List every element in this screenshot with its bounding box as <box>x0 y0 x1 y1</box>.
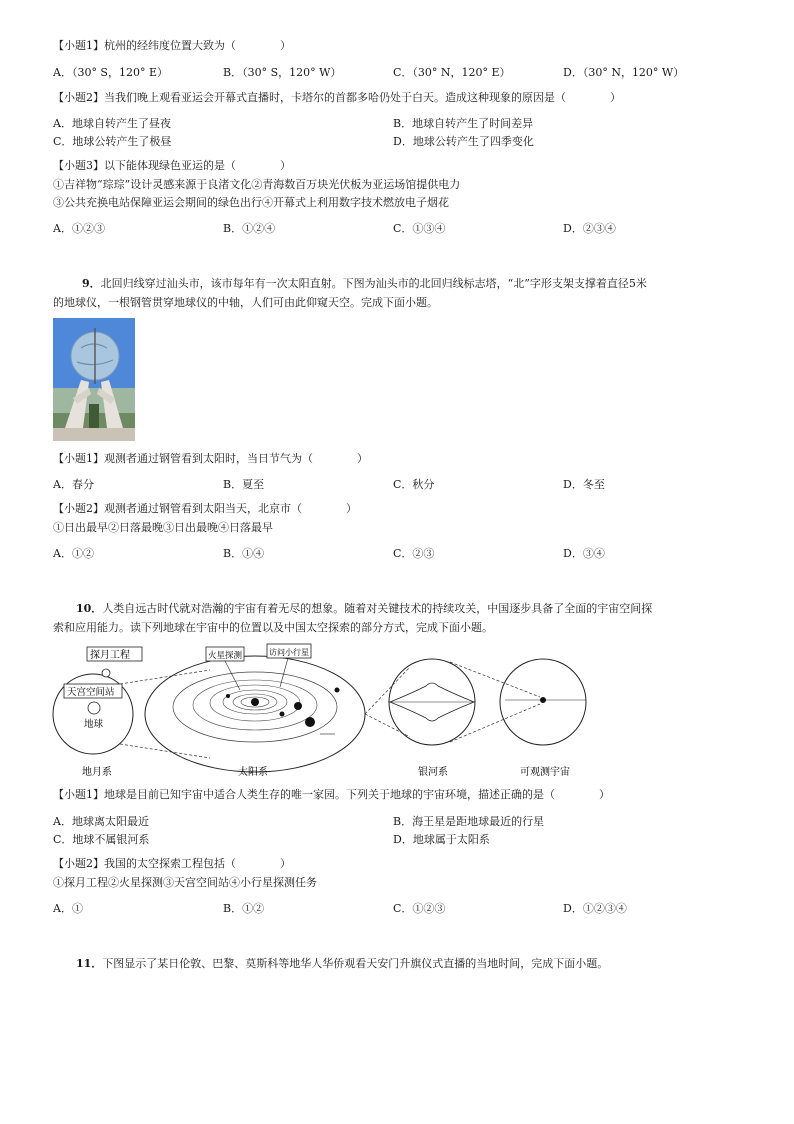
q8-sub2-options-row1 <box>53 116 753 132</box>
q10-sub1-stem: 【小题1】地球是目前已知宇宙中适合人类生存的唯一家园。下列关于地球的宇宙环境，描述正确的是（ ） <box>53 788 610 801</box>
option-a[interactable]: A．地球离太阳最近 <box>53 815 149 828</box>
label-earth: 地球 <box>84 719 104 730</box>
option-d[interactable]: D．（30° N，120° W） <box>563 66 685 79</box>
option-b[interactable]: B．夏至 <box>223 478 265 491</box>
q9-sub2-statements: ①日出最早②日落最晚③日出最晚④日落最早 <box>53 521 273 534</box>
q10-sub1-options-row1 <box>53 814 753 830</box>
option-c[interactable]: C．地球公转产生了极昼 <box>53 135 172 148</box>
option-a[interactable]: A．（30° S，120° E） <box>53 66 168 79</box>
option-b[interactable]: B．（30° S，120° W） <box>223 66 342 79</box>
planet-icon <box>305 717 315 727</box>
label-space-station: 天宫空间站 <box>67 687 115 698</box>
option-d[interactable]: D．③④ <box>563 547 605 560</box>
q9-sub2-options <box>53 546 753 562</box>
planet-icon <box>280 712 285 717</box>
q8-sub2-options-row2 <box>53 134 753 150</box>
option-b[interactable]: B．①② <box>223 902 265 915</box>
option-a[interactable]: A．地球自转产生了昼夜 <box>53 117 171 130</box>
q8-sub3-statement-2: ③公共充换电站保障亚运会期间的绿色出行④开幕式上利用数字技术燃放电子烟花 <box>53 196 449 209</box>
q8-sub2-stem: 【小题2】当我们晚上观看亚运会开幕式直播时，卡塔尔的首都多哈仍处于白天。造成这种现象的原因是（ ） <box>53 91 621 104</box>
moon-icon <box>102 669 110 677</box>
q10-sub2-stem: 【小题2】我国的太空探索工程包括（ ） <box>53 857 291 870</box>
q9-stem-line1: 9．北回归线穿过汕头市，该市每年有一次太阳直射。下图为汕头市的北回归线标志塔，“北”字形支架支撑着直径5米 <box>82 277 647 290</box>
q10-sub2-statements: ①探月工程②火星探测③天宫空间站④小行星探测任务 <box>53 876 317 889</box>
option-c[interactable]: C．①③④ <box>393 222 446 235</box>
galaxy-dot-icon <box>540 697 546 703</box>
question-number: 10． <box>76 602 103 615</box>
label-mars-exploration: 火星探测 <box>208 651 243 661</box>
sun-icon <box>251 698 259 706</box>
option-a[interactable]: A．① <box>53 902 83 915</box>
q11-stem-line1: 11．下图显示了某日伦敦、巴黎、莫斯科等地华人华侨观看天安门升旗仪式直播的当地时间，完成下面小题。 <box>76 957 609 970</box>
caption-solar-system: 太阳系 <box>238 767 268 778</box>
option-b[interactable]: B．①②④ <box>223 222 276 235</box>
caption-galaxy: 银河系 <box>418 767 448 778</box>
option-d[interactable]: D．地球属于太阳系 <box>393 833 490 846</box>
option-d[interactable]: D．冬至 <box>563 478 605 491</box>
planet-icon <box>335 688 340 693</box>
option-b[interactable]: B．地球自转产生了时间差异 <box>393 117 534 130</box>
question-number: 9． <box>82 277 101 290</box>
q8-sub1-options <box>53 65 753 81</box>
option-a[interactable]: A．春分 <box>53 478 94 491</box>
option-d[interactable]: D．②③④ <box>563 222 616 235</box>
cosmic-hierarchy-diagram <box>50 642 590 782</box>
option-a[interactable]: A．①② <box>53 547 94 560</box>
tower-illustration <box>53 318 135 441</box>
question-number: 11． <box>76 957 103 970</box>
option-a[interactable]: A．①②③ <box>53 222 105 235</box>
option-c[interactable]: C．秋分 <box>393 478 435 491</box>
earth-icon <box>88 702 100 714</box>
option-d[interactable]: D．地球公转产生了四季变化 <box>393 135 534 148</box>
q10-sub2-options <box>53 901 753 917</box>
planet-icon <box>226 694 230 698</box>
option-c[interactable]: C．地球不属银河系 <box>53 833 150 846</box>
tropic-marker-tower-photo <box>53 318 135 441</box>
q9-sub2-stem: 【小题2】观测者通过钢管看到太阳当天，北京市（ ） <box>53 502 357 515</box>
q8-sub3-statement-1: ①吉祥物“琮琮”设计灵感来源于良渚文化②青海数百万块光伏板为亚运场馆提供电力 <box>53 178 461 191</box>
caption-earth-moon: 地月系 <box>82 767 112 778</box>
label-lunar-program: 探月工程 <box>90 650 130 661</box>
q10-stem-line2: 索和应用能力。读下列地球在宇宙中的位置以及中国太空探索的部分方式，完成下面小题。 <box>53 621 493 634</box>
option-d[interactable]: D．①②③④ <box>563 902 627 915</box>
option-c[interactable]: C．②③ <box>393 547 435 560</box>
q8-sub3-options <box>53 221 753 237</box>
q10-stem-line1: 10．人类自远古时代就对浩瀚的宇宙有着无尽的想象。随着对关键技术的持续攻关，中国逐步具备了全面的宇宙空间探 <box>76 602 653 615</box>
caption-observable-universe: 可观测宇宙 <box>520 767 570 778</box>
label-asteroid-visit: 访问小行星 <box>269 648 309 657</box>
option-c[interactable]: C．（30° N，120° E） <box>393 66 511 79</box>
q8-sub1-stem: 【小题1】杭州的经纬度位置大致为（ ） <box>53 39 291 52</box>
option-b[interactable]: B．①④ <box>223 547 265 560</box>
q10-sub1-options-row2 <box>53 832 753 848</box>
q8-sub3-stem: 【小题3】以下能体现绿色亚运的是（ ） <box>53 159 291 172</box>
option-c[interactable]: C．①②③ <box>393 902 446 915</box>
q9-stem-line2: 的地球仪，一根钢管贯穿地球仪的中轴，人们可由此仰窥天空。完成下面小题。 <box>53 296 438 309</box>
q9-sub1-options <box>53 477 753 493</box>
option-b[interactable]: B．海王星是距地球最近的行星 <box>393 815 545 828</box>
planet-icon <box>294 702 302 710</box>
q9-sub1-stem: 【小题1】观测者通过钢管看到太阳时，当日节气为（ ） <box>53 452 368 465</box>
